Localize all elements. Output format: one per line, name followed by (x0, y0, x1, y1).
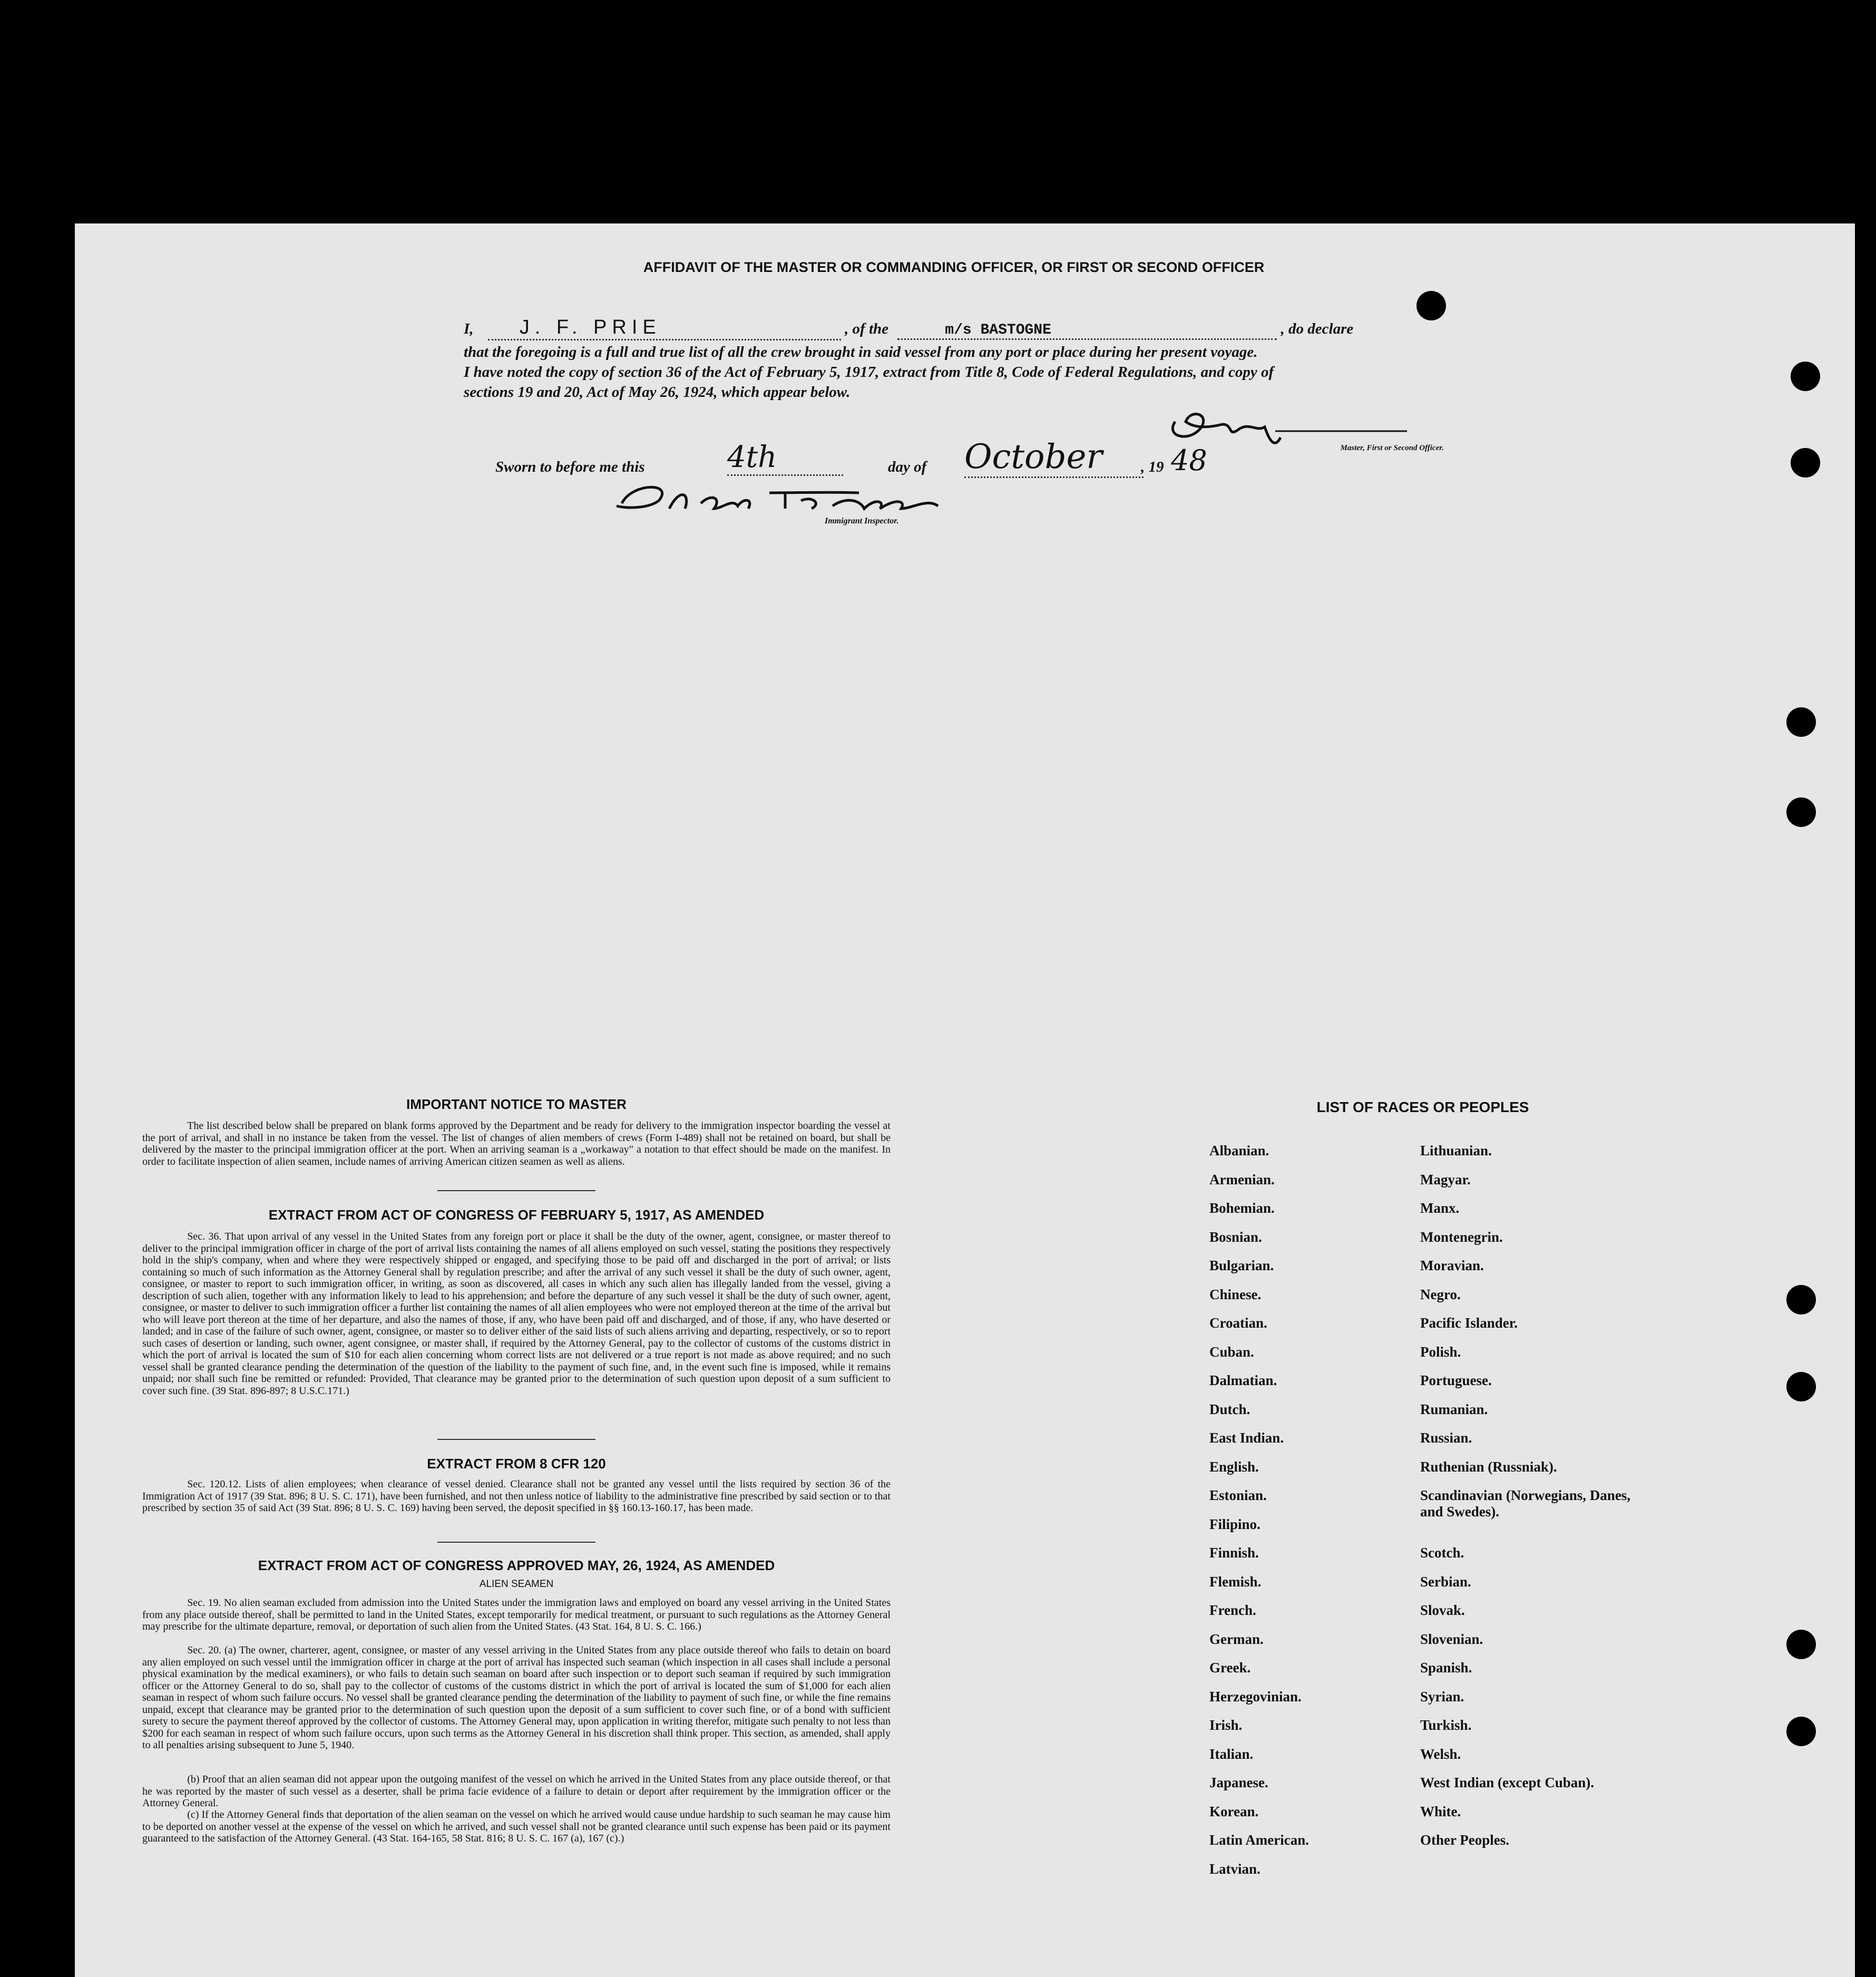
race-item: Korean. (1209, 1803, 1259, 1819)
race-item: Negro. (1420, 1286, 1461, 1302)
affidavit-declaration-line (464, 316, 1454, 340)
punch-hole (1786, 1372, 1816, 1401)
race-item: Syrian. (1420, 1688, 1464, 1705)
divider (437, 1542, 595, 1543)
race-item: Slovenian. (1420, 1631, 1483, 1647)
sworn-day: 4th (727, 440, 843, 476)
race-item: Serbian. (1420, 1573, 1471, 1590)
punch-hole (1786, 797, 1816, 827)
race-item: Finnish. (1209, 1545, 1259, 1561)
race-item: Armenian. (1209, 1171, 1275, 1187)
race-item: Bulgarian. (1209, 1258, 1274, 1273)
race-item: Turkish. (1420, 1717, 1472, 1733)
race-item: Scandinavian (Norwegians, Danes, and Swedes). (1420, 1487, 1631, 1520)
sec20a-body: Sec. 20. (a) The owner, charterer, agent, consignee, or master of any vessel arriving in the United States from any place outside thereof who fails to detain on board any alien employed on such vessel until the immigration officer in charge at the port of arrival has inspected such seaman (which inspection in all cases shall include a personal physical examination by the medical examiners), or who fails to detain such seaman on board after such inspection or to deport such seaman if required by such immigration officer or the Attorney General to do so, shall pay to the collector of customs of the customs district in which the port of arrival is located the sum of $1,000 for each alien seaman in respect of whom such failure occurs. No vessel shall be granted clearance pending the determination of the liability to payment of such fine, or while the fine remains unpaid, except that clearance may be granted prior to the determination of such question upon the deposit of a sum sufficient to cover such fine, or of a bond with sufficient surety to secure the payment thereof approved by the collector of customs. The Attorney General may, upon application in writing therefor, mitigate such penalty to not less than $200 for each seaman in respect of whom such failure occurs, upon such terms as the Attorney General in his discretion shall think proper. This section, as amended, shall apply to all penalties arising subsequent to June 5, 1940. (142, 1644, 891, 1751)
race-item: Bohemian. (1209, 1200, 1275, 1216)
race-item: Portuguese. (1420, 1372, 1492, 1388)
affidavit-title: AFFIDAVIT OF THE MASTER OR COMMANDING OFFICER, OR FIRST OR SECOND OFFICER (643, 259, 1265, 275)
race-item: Italian. (1209, 1746, 1254, 1762)
master-signature (1159, 401, 1444, 448)
race-item: Cuban. (1209, 1343, 1254, 1360)
punch-hole (1786, 707, 1816, 737)
race-item: Rumanian. (1420, 1401, 1488, 1417)
race-item: Manx. (1420, 1200, 1460, 1216)
race-item: Moravian. (1420, 1258, 1484, 1273)
inspector-label: Immigrant Inspector. (825, 517, 899, 525)
affidavit-line-2: that the foregoing is a full and true list of all the crew brought in said vessel from any port or place during her present voyage. (464, 344, 1258, 361)
race-item: German. (1209, 1631, 1264, 1647)
sec20c-body: (c) If the Attorney General finds that deportation of the alien seaman on the vessel on which he arrived would cause undue hardship to such seaman he may cause him to be deported on another vessel at the expense of the vessel on which he arrived, and such vessel shall not be granted clearance until such expense has been paid or its payment guaranteed to the satisfaction of the Attorney General. (43 Stat. 164-165, 58 Stat. 816; 8 U. S. C. 167 (a), 167 (c).) (142, 1809, 891, 1844)
extract-1917-body: Sec. 36. That upon arrival of any vessel in the United States from any foreign port or place it shall be the duty of the owner, agent, consignee, or master thereof to deliver to the principal immigration officer in charge of the port of arrival lists containing the names of all aliens employed on such vessel, stating the positions they respectively hold in the ship's company, when and where they were respectively shipped or engaged, and specifying those to be paid off and discharged in the port of arrival; or lists containing so much of such information as the Attorney General shall by regulation prescribe; and after the arrival of any such vessel it shall be the duty of such owner, agent, consignee, or master to report to such immigration officer, in writing, as soon as discovered, all cases in which any such alien has illegally landed from the vessel, giving a description of such alien, together with any information likely to lead to his apprehension; and before the departure of any such vessel it shall be the duty of such owner, agent, consignee, or master to deliver to such immigration officer a further list containing the names of all alien employees who were not employed thereon at the time of the arrival but who will leave port thereon at the time of her departure, and also the names of those, if any, who have been paid off and discharged, and of those, if any, who have deserted or landed; and in case of the failure of such owner, agent, consignee, or master so to deliver either of the said lists of such aliens arriving and departing, respectively, or so to report such cases of desertion or landing, such owner, agent consignee, or master shall, if required by the Attorney General, pay to the collector of customs of the customs district in which the port of arrival is located the sum of $10 for each alien concerning whom correct lists are not delivered or a true report is not made as above required; and no such vessel shall be granted clearance pending the determination of the question of the liability to the payment of such fine, and, in the event such fine is imposed, while it remains unpaid; nor shall such fine be remitted or refunded: Provided, That clearance may be granted prior to the determination of such question upon deposit of a sum sufficient to cover such fine. (39 Stat. 896-897; 8 U.S.C.171.) (142, 1231, 891, 1397)
race-item: White. (1420, 1803, 1461, 1819)
do-declare-label: , do declare (1281, 320, 1354, 337)
race-item: Filipino. (1209, 1516, 1261, 1532)
sworn-month: October (964, 437, 1144, 478)
divider (437, 1190, 595, 1191)
race-item: Irish. (1209, 1717, 1243, 1733)
affidavit-line-3: I have noted the copy of section 36 of the Act of February 5, 1917, extract from Title 8, Code of Federal Regulations, and copy of (464, 364, 1274, 381)
race-item: English. (1209, 1458, 1259, 1475)
punch-hole (1786, 1717, 1816, 1746)
race-item: Magyar. (1420, 1171, 1471, 1187)
notice-body: The list described below shall be prepared on blank forms approved by the Department and be ready for delivery to the immigration inspector boarding the vessel at the port of arrival, and shall in no instance be taken from the vessel. The list of changes of alien members of crews (Form I-489) shall not be retained on board, but shall be delivered by the master to the principal immigration officer at the port. When an arriving seaman is a „workaway" a notation to that effect should be made on the manifest. In order to facilitate inspection of alien seamen, include names of arriving American citizen seamen as well as aliens. (142, 1120, 891, 1167)
race-item: Montenegrin. (1420, 1229, 1503, 1245)
races-title: LIST OF RACES OR PEOPLES (1316, 1099, 1529, 1115)
punch-hole (1791, 362, 1820, 391)
year-prefix: , 19 (1141, 459, 1164, 475)
extract-cfr-title: EXTRACT FROM 8 CFR 120 (427, 1456, 606, 1472)
race-item: Greek. (1209, 1660, 1251, 1676)
sworn-label: Sworn to before me this (495, 459, 645, 475)
race-item: Chinese. (1209, 1286, 1262, 1302)
punch-hole (1786, 1630, 1816, 1659)
race-item: Flemish. (1209, 1573, 1262, 1590)
race-item: Japanese. (1209, 1775, 1268, 1790)
race-item: Slovak. (1420, 1602, 1465, 1618)
race-item: French. (1209, 1602, 1256, 1618)
sec19-body: Sec. 19. No alien seaman excluded from admission into the United States under the immigration laws and employed on board any vessel arriving in the United States from any place outside thereof, shall be permitted to land in the United States, except temporarily for medical treatment, or pursuant to such regulations as the Attorney General may prescribe for the ultimate departure, removal, or deportation of such alien from the United States. (43 Stat. 164, 8 U. S. C. 166.) (142, 1597, 891, 1632)
race-item: Ruthenian (Russniak). (1420, 1458, 1557, 1475)
extract-1924-title: EXTRACT FROM ACT OF CONGRESS APPROVED MAY, 26, 1924, AS AMENDED (258, 1557, 775, 1573)
signature-label: Master, First or Second Officer. (1340, 444, 1444, 452)
punch-hole (1416, 291, 1446, 320)
affidavit-line-4: sections 19 and 20, Act of May 26, 1924, which appear below. (464, 384, 851, 401)
punch-hole (1791, 448, 1820, 478)
year-suffix: 48 (1171, 444, 1207, 477)
vessel-name: m/s BASTOGNE (897, 322, 1277, 340)
race-item: East Indian. (1209, 1430, 1284, 1446)
race-item: Pacific Islander. (1420, 1315, 1518, 1331)
race-item: Other Peoples. (1420, 1832, 1509, 1848)
race-item: Albanian. (1209, 1143, 1269, 1158)
inspector-signature (611, 477, 980, 519)
day-of-label: day of (888, 459, 927, 475)
extract-1917-title: EXTRACT FROM ACT OF CONGRESS OF FEBRUARY 5, 1917, AS AMENDED (268, 1207, 765, 1223)
notice-title: IMPORTANT NOTICE TO MASTER (406, 1096, 627, 1112)
race-item: Dalmatian. (1209, 1372, 1277, 1388)
race-item: Dutch. (1209, 1401, 1250, 1417)
race-item: Bosnian. (1209, 1229, 1262, 1245)
extract-1924-subtitle: ALIEN SEAMEN (479, 1579, 554, 1590)
sec20b-body: (b) Proof that an alien seaman did not appear upon the outgoing manifest of the vessel on which he arrived in the United States from any place outside thereof, or that he was reported by the master of such vessel as a deserter, shall be prima facie evidence of a failure to detain or deport after requirement by the immigration officer or the Attorney General. (142, 1774, 891, 1809)
punch-hole (1786, 1285, 1816, 1314)
master-name: J. F. PRIE (488, 316, 841, 340)
race-item: Polish. (1420, 1343, 1461, 1360)
race-item: Spanish. (1420, 1660, 1472, 1676)
of-the-label: , of the (845, 320, 889, 337)
race-item: West Indian (except Cuban). (1420, 1775, 1595, 1790)
race-item: Scotch. (1420, 1545, 1464, 1561)
race-item: Latin American. (1209, 1832, 1309, 1848)
race-item: Welsh. (1420, 1746, 1461, 1762)
race-item: Croatian. (1209, 1315, 1267, 1331)
race-item: Estonian. (1209, 1487, 1267, 1503)
divider (437, 1439, 595, 1440)
extract-cfr-body: Sec. 120.12. Lists of alien employees; when clearance of vessel denied. Clearance shall not be granted any vessel until the lists required by section 36 of the Immigration Act of 1917 (39 Stat. 896; 8 U. S. C. 171), have been furnished, and not then unless notice of liability to the administrative fine prescribed by said section or to that prescribed by section 35 of said Act (39 Stat. 896; 8 U. S. C. 169) having been served, the deposit specified in §§ 160.13-160.17, has been made. (142, 1478, 891, 1514)
i-label: I, (464, 320, 474, 337)
race-item: Russian. (1420, 1430, 1472, 1446)
race-item: Herzegovinian. (1209, 1688, 1302, 1705)
race-item: Latvian. (1209, 1861, 1261, 1877)
race-item: Lithuanian. (1420, 1143, 1492, 1158)
